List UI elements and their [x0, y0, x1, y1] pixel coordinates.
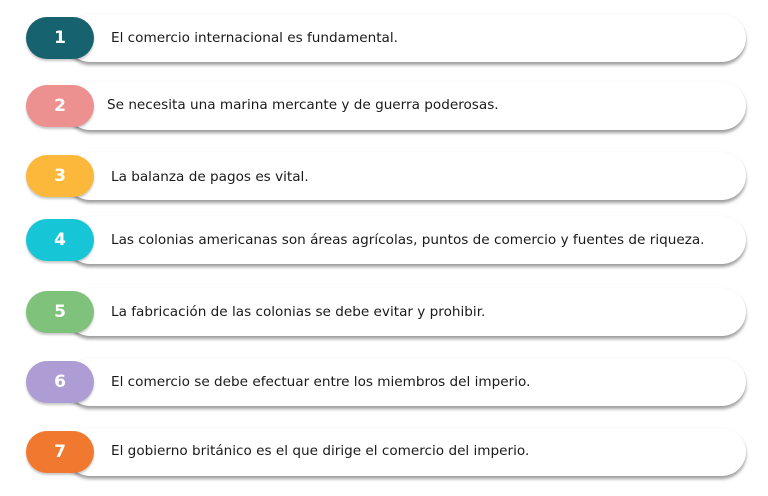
list-item: [0, 78, 768, 138]
number-badge: 7: [26, 431, 94, 473]
list-item-text: La balanza de pagos es vital.: [111, 169, 309, 185]
number-badge: 2: [26, 85, 94, 127]
list-item-text: Las colonias americanas son áreas agrícolas, puntos de comercio y fuentes de riqueza.: [111, 232, 705, 248]
list-item: [0, 148, 768, 208]
number-badge: 5: [26, 291, 94, 333]
list-item: [0, 212, 768, 272]
list-item: [0, 10, 768, 70]
list-item: [0, 354, 768, 414]
number-badge: 3: [26, 155, 94, 197]
number-badge: 1: [26, 17, 94, 59]
list-item: [0, 424, 768, 484]
number-badge: 6: [26, 361, 94, 403]
list-item: [0, 284, 768, 344]
list-item-text: El comercio internacional es fundamental.: [111, 30, 398, 46]
list-item-text: El comercio se debe efectuar entre los miembros del imperio.: [111, 374, 531, 390]
list-item-text: Se necesita una marina mercante y de guerra poderosas.: [107, 97, 499, 113]
list-item-text: La fabricación de las colonias se debe evitar y prohibir.: [111, 304, 486, 320]
list-item-text: El gobierno británico es el que dirige el comercio del imperio.: [111, 443, 530, 459]
number-badge: 4: [26, 219, 94, 261]
